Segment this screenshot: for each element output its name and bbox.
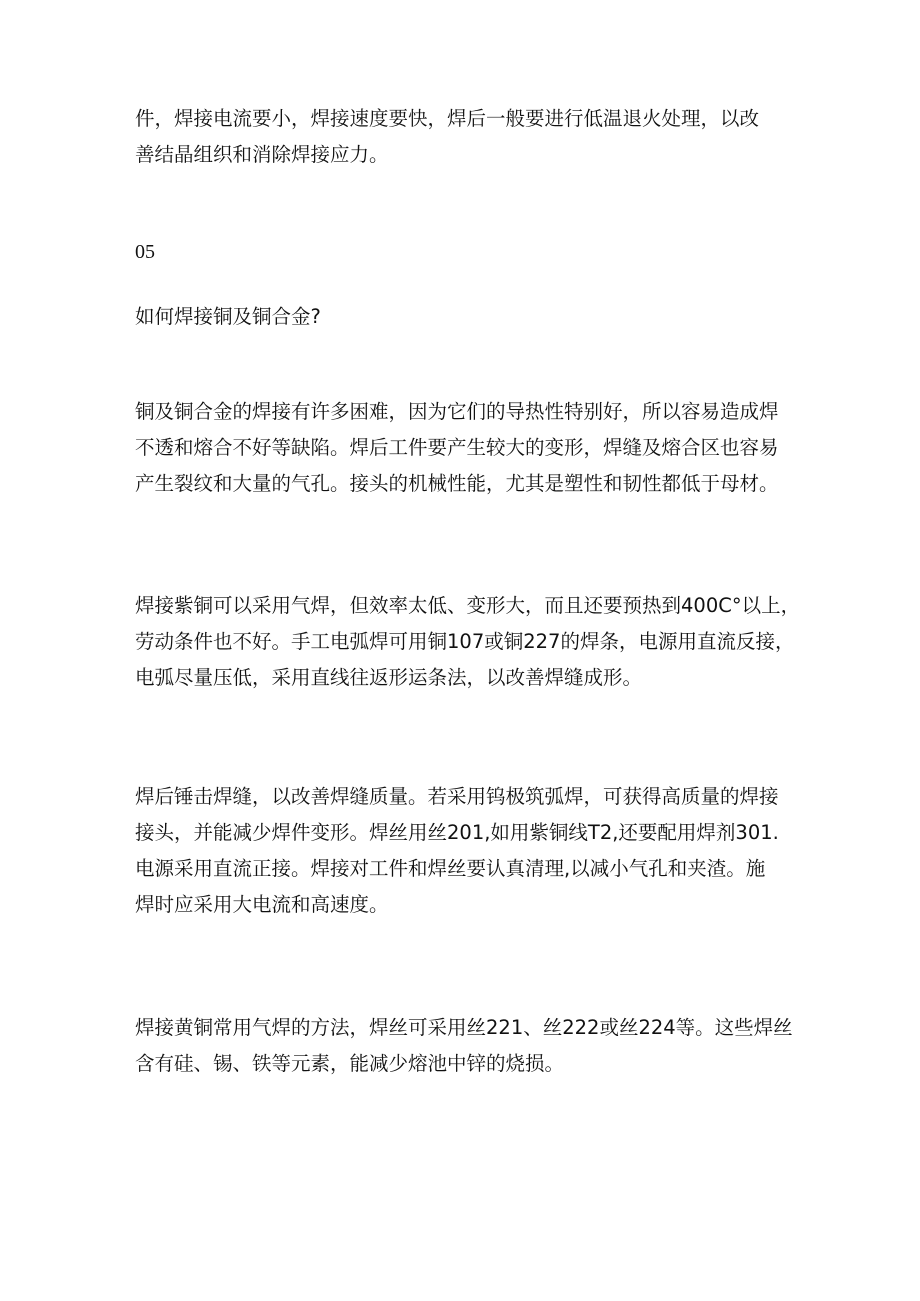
paragraph-line: 电弧尽量压低，采用直线往返形运条法，以改善焊缝成形。 <box>135 666 643 689</box>
paragraph-1 <box>135 394 795 502</box>
paragraph-line: 焊后锤击焊缝，以改善焊缝质量。若采用钨极筑弧焊，可获得高质量的焊接 <box>135 785 779 808</box>
section-title: 如何焊接铜及铜合金? <box>135 305 321 328</box>
paragraph-4 <box>135 1010 795 1082</box>
paragraph-line: 劳动条件也不好。手工电弧焊可用铜107或铜227的焊条，电源用直流反接， <box>135 630 795 653</box>
paragraph-line: 件，焊接电流要小，焊接速度要快，焊后一般要进行低温退火处理，以改 <box>135 107 760 130</box>
paragraph-line: 善结晶组织和消除焊接应力。 <box>135 143 389 166</box>
paragraph-line: 焊接紫铜可以采用气焊，但效率太低、变形大，而且还要预热到400C°以上， <box>135 594 801 617</box>
paragraph-2 <box>135 588 801 696</box>
paragraph-intro <box>135 101 795 173</box>
paragraph-line: 铜及铜合金的焊接有许多困难，因为它们的导热性特别好，所以容易造成焊 <box>135 400 779 423</box>
section-number: 05 <box>135 241 155 263</box>
paragraph-line: 焊接黄铜常用气焊的方法，焊丝可采用丝221、丝222或丝224等。这些焊丝 <box>135 1016 793 1039</box>
paragraph-3 <box>135 779 795 923</box>
paragraph-line: 接头，并能减少焊件变形。焊丝用丝201,如用紫铜线T2,还要配用焊剂301. <box>135 821 779 844</box>
paragraph-line: 产生裂纹和大量的气孔。接头的机械性能，尤其是塑性和韧性都低于母材。 <box>135 472 779 495</box>
paragraph-line: 电源采用直流正接。焊接对工件和焊丝要认真清理,以减小气孔和夹渣。施 <box>135 857 766 880</box>
paragraph-line: 含有硅、锡、铁等元素，能减少熔池中锌的烧损。 <box>135 1052 565 1075</box>
paragraph-line: 焊时应采用大电流和高速度。 <box>135 893 389 916</box>
paragraph-line: 不透和熔合不好等缺陷。焊后工件要产生较大的变形，焊缝及熔合区也容易 <box>135 436 779 459</box>
